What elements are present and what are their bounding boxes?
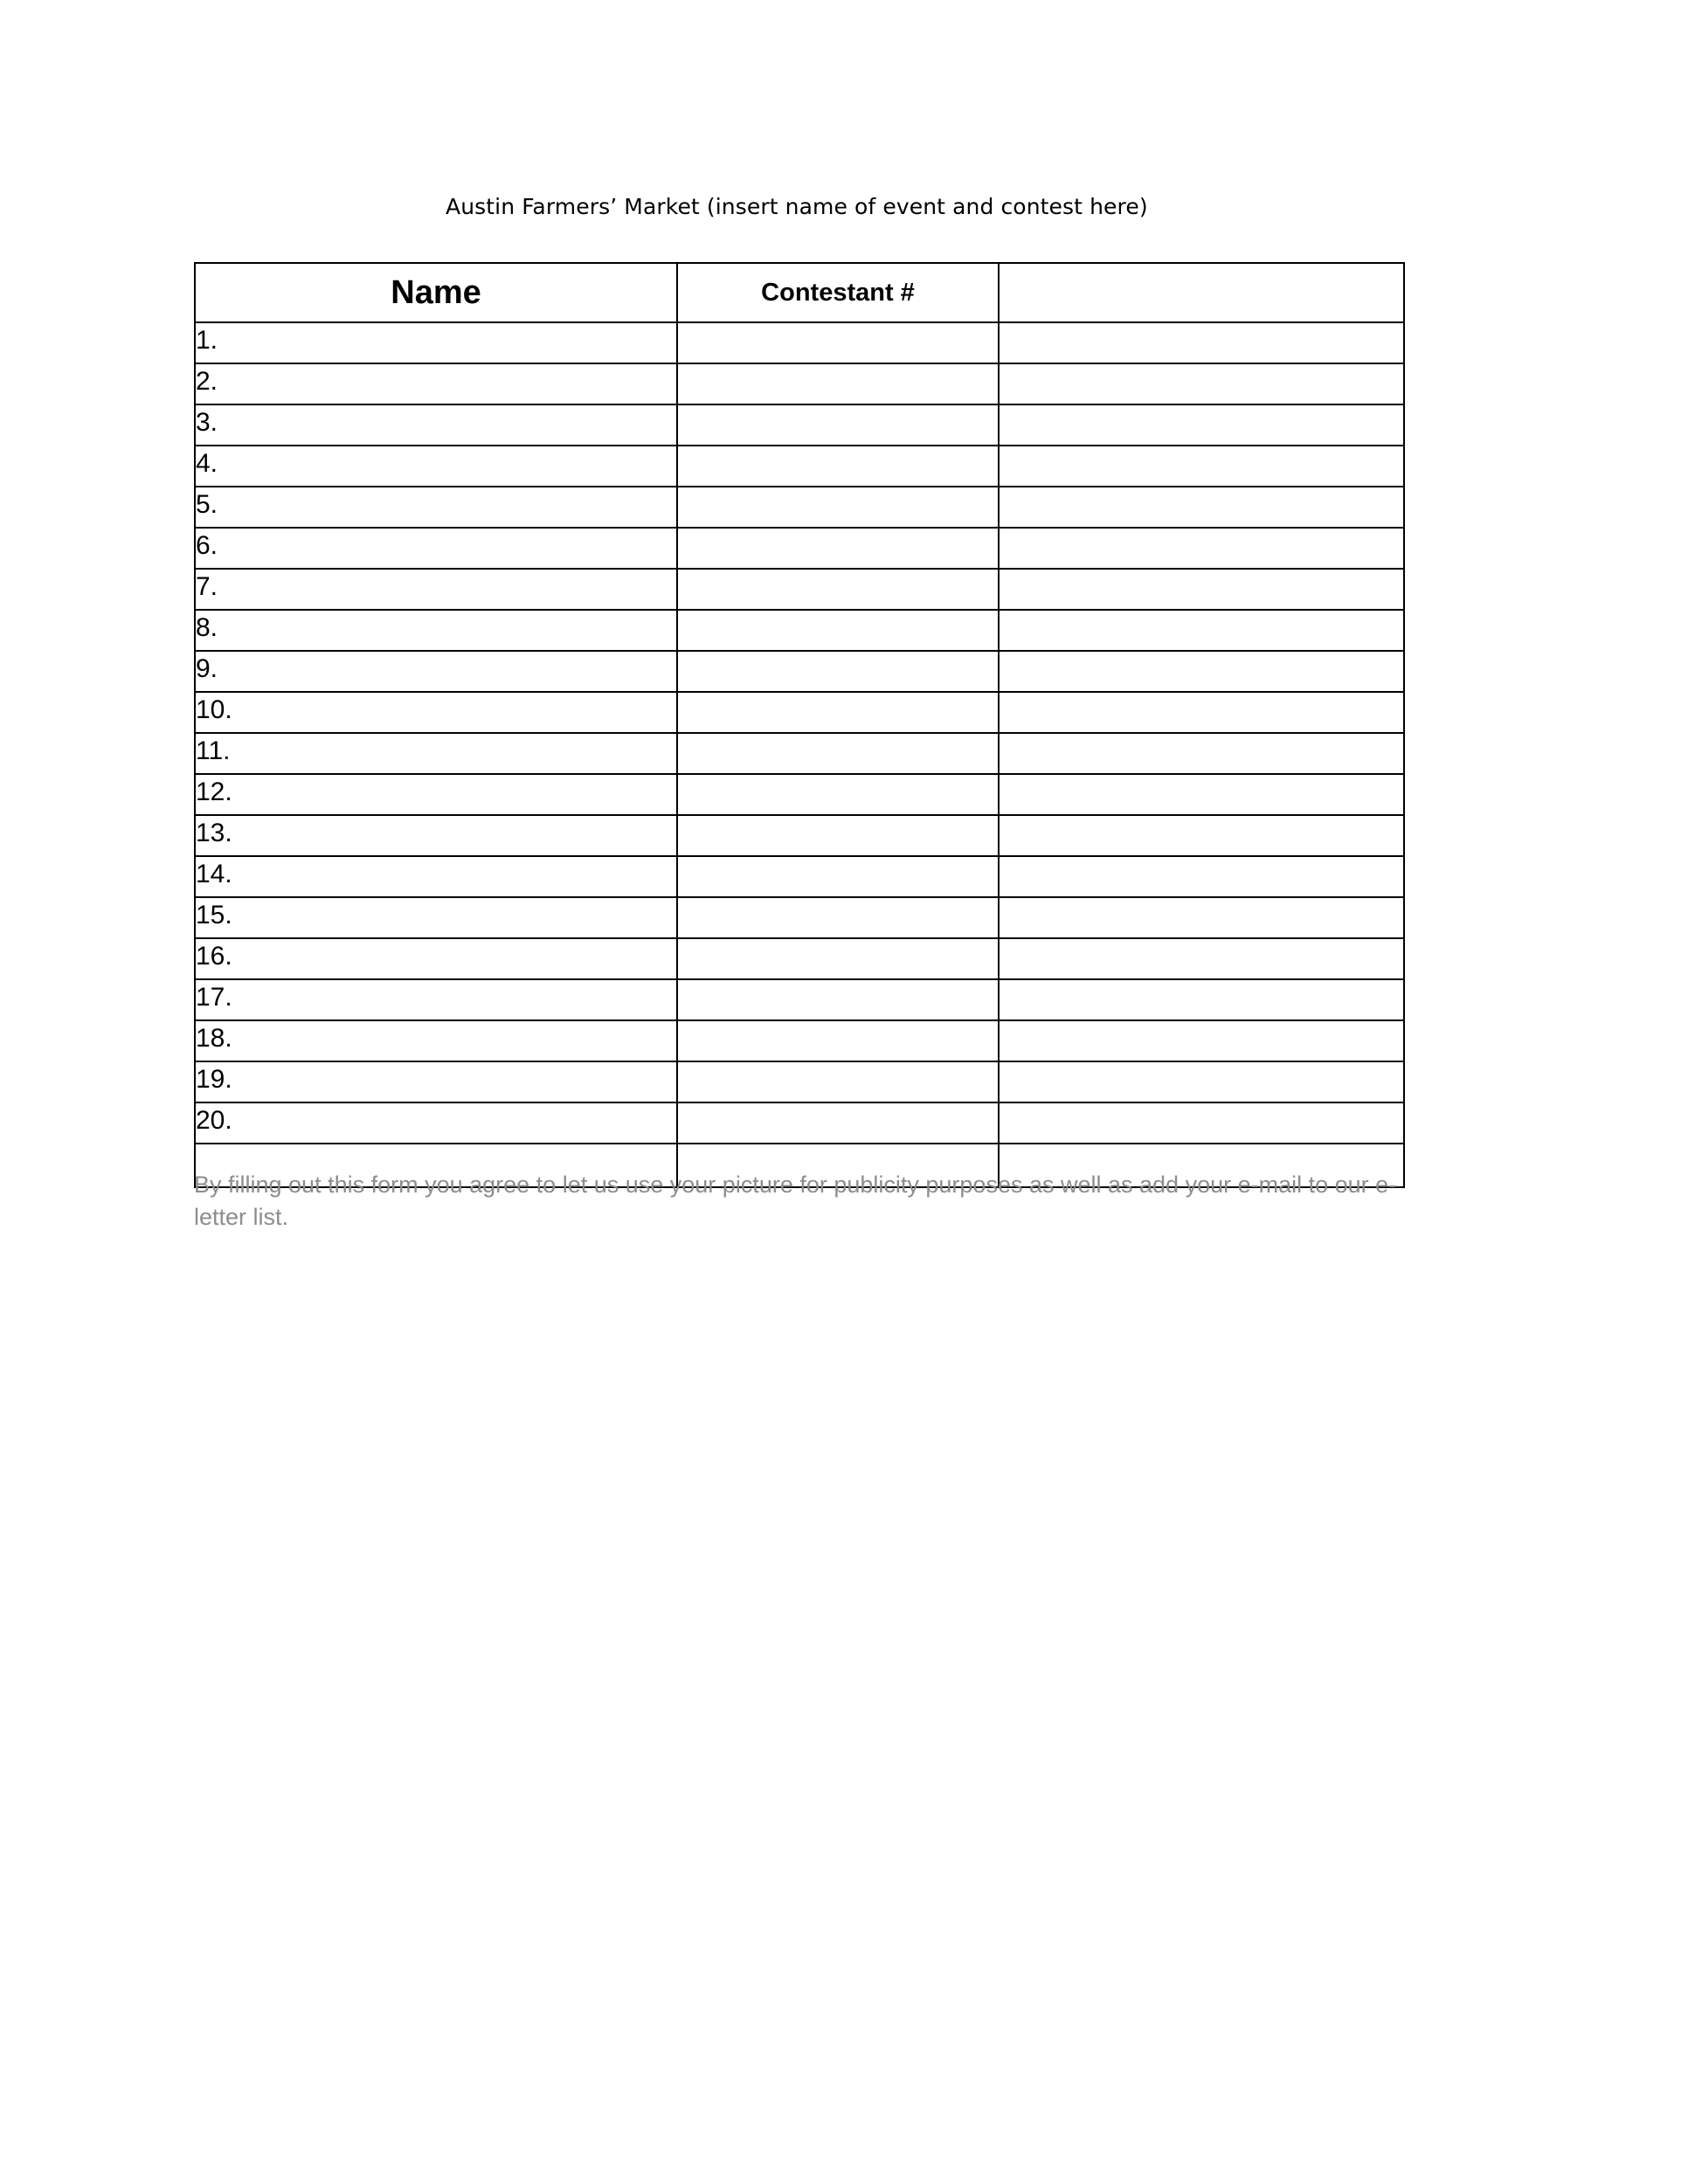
- row-contestant-number-cell[interactable]: [677, 897, 999, 938]
- table-row: [195, 528, 1404, 569]
- row-extra-cell[interactable]: [999, 446, 1404, 487]
- row-label-name-cell[interactable]: 18.: [195, 1020, 677, 1061]
- table-row: [195, 610, 1404, 651]
- column-header-contestant-number: Contestant #: [677, 263, 999, 322]
- row-extra-cell[interactable]: [999, 1020, 1404, 1061]
- row-contestant-number-cell[interactable]: [677, 1102, 999, 1144]
- row-label-name-cell[interactable]: 2.: [195, 363, 677, 404]
- row-extra-cell[interactable]: [999, 1102, 1404, 1144]
- row-extra-cell[interactable]: [999, 1061, 1404, 1102]
- row-contestant-number-cell[interactable]: [677, 322, 999, 363]
- row-extra-cell[interactable]: [999, 404, 1404, 446]
- table-row: [195, 487, 1404, 528]
- row-extra-cell[interactable]: [999, 322, 1404, 363]
- table-body: [195, 322, 1404, 1187]
- row-contestant-number-cell[interactable]: [677, 692, 999, 733]
- row-extra-cell[interactable]: [999, 692, 1404, 733]
- table-row: [195, 1020, 1404, 1061]
- page-title: Austin Farmers’ Market (insert name of event and contest here): [446, 194, 1148, 219]
- row-contestant-number-cell[interactable]: [677, 363, 999, 404]
- row-label-name-cell[interactable]: 1.: [195, 322, 677, 363]
- table-row: [195, 733, 1404, 774]
- row-contestant-number-cell[interactable]: [677, 528, 999, 569]
- row-extra-cell[interactable]: [999, 651, 1404, 692]
- row-label-name-cell[interactable]: 9.: [195, 651, 677, 692]
- row-extra-cell[interactable]: [999, 815, 1404, 856]
- table-row: [195, 651, 1404, 692]
- table-row: [195, 569, 1404, 610]
- column-header-extra: [999, 263, 1404, 322]
- row-extra-cell[interactable]: [999, 897, 1404, 938]
- table-row: [195, 897, 1404, 938]
- table-row: [195, 404, 1404, 446]
- row-label-name-cell[interactable]: 19.: [195, 1061, 677, 1102]
- table-header-row: [195, 263, 1404, 322]
- row-label-name-cell[interactable]: 8.: [195, 610, 677, 651]
- row-extra-cell[interactable]: [999, 938, 1404, 979]
- row-contestant-number-cell[interactable]: [677, 610, 999, 651]
- row-extra-cell[interactable]: [999, 363, 1404, 404]
- row-extra-cell[interactable]: [999, 569, 1404, 610]
- table-row: [195, 363, 1404, 404]
- row-label-name-cell[interactable]: 11.: [195, 733, 677, 774]
- row-label-name-cell[interactable]: 17.: [195, 979, 677, 1020]
- table-row: [195, 979, 1404, 1020]
- row-extra-cell[interactable]: [999, 610, 1404, 651]
- row-label-name-cell[interactable]: 6.: [195, 528, 677, 569]
- row-label-name-cell[interactable]: 5.: [195, 487, 677, 528]
- row-contestant-number-cell[interactable]: [677, 774, 999, 815]
- row-contestant-number-cell[interactable]: [677, 733, 999, 774]
- row-extra-cell[interactable]: [999, 774, 1404, 815]
- row-extra-cell[interactable]: [999, 528, 1404, 569]
- row-contestant-number-cell[interactable]: [677, 569, 999, 610]
- publicity-disclaimer: By filling out this form you agree to let us use your picture for publicity purposes as well as add your e-mail to our e-letter list.: [194, 1171, 1397, 1230]
- row-contestant-number-cell[interactable]: [677, 446, 999, 487]
- row-extra-cell[interactable]: [999, 979, 1404, 1020]
- row-contestant-number-cell[interactable]: [677, 487, 999, 528]
- row-extra-cell[interactable]: [999, 487, 1404, 528]
- contestant-roster-table: [194, 262, 1405, 1188]
- row-contestant-number-cell[interactable]: [677, 404, 999, 446]
- table-row: [195, 692, 1404, 733]
- row-label-name-cell[interactable]: 15.: [195, 897, 677, 938]
- row-label-name-cell[interactable]: 4.: [195, 446, 677, 487]
- row-extra-cell[interactable]: [999, 856, 1404, 897]
- row-contestant-number-cell[interactable]: [677, 815, 999, 856]
- table-row: [195, 774, 1404, 815]
- row-label-name-cell[interactable]: 12.: [195, 774, 677, 815]
- row-extra-cell[interactable]: [999, 733, 1404, 774]
- row-label-name-cell[interactable]: 3.: [195, 404, 677, 446]
- table-row: [195, 322, 1404, 363]
- table-row: [195, 446, 1404, 487]
- row-contestant-number-cell[interactable]: [677, 1020, 999, 1061]
- table-row: [195, 815, 1404, 856]
- row-label-name-cell[interactable]: 20.: [195, 1102, 677, 1144]
- row-label-name-cell[interactable]: 14.: [195, 856, 677, 897]
- column-header-name: Name: [195, 263, 677, 322]
- row-contestant-number-cell[interactable]: [677, 1061, 999, 1102]
- row-label-name-cell[interactable]: 10.: [195, 692, 677, 733]
- row-contestant-number-cell[interactable]: [677, 938, 999, 979]
- row-contestant-number-cell[interactable]: [677, 979, 999, 1020]
- table-row: [195, 938, 1404, 979]
- table-row: [195, 856, 1404, 897]
- row-label-name-cell[interactable]: 13.: [195, 815, 677, 856]
- row-label-name-cell[interactable]: 16.: [195, 938, 677, 979]
- table-row: [195, 1102, 1404, 1144]
- table-row: [195, 1061, 1404, 1102]
- row-contestant-number-cell[interactable]: [677, 651, 999, 692]
- row-label-name-cell[interactable]: 7.: [195, 569, 677, 610]
- row-contestant-number-cell[interactable]: [677, 856, 999, 897]
